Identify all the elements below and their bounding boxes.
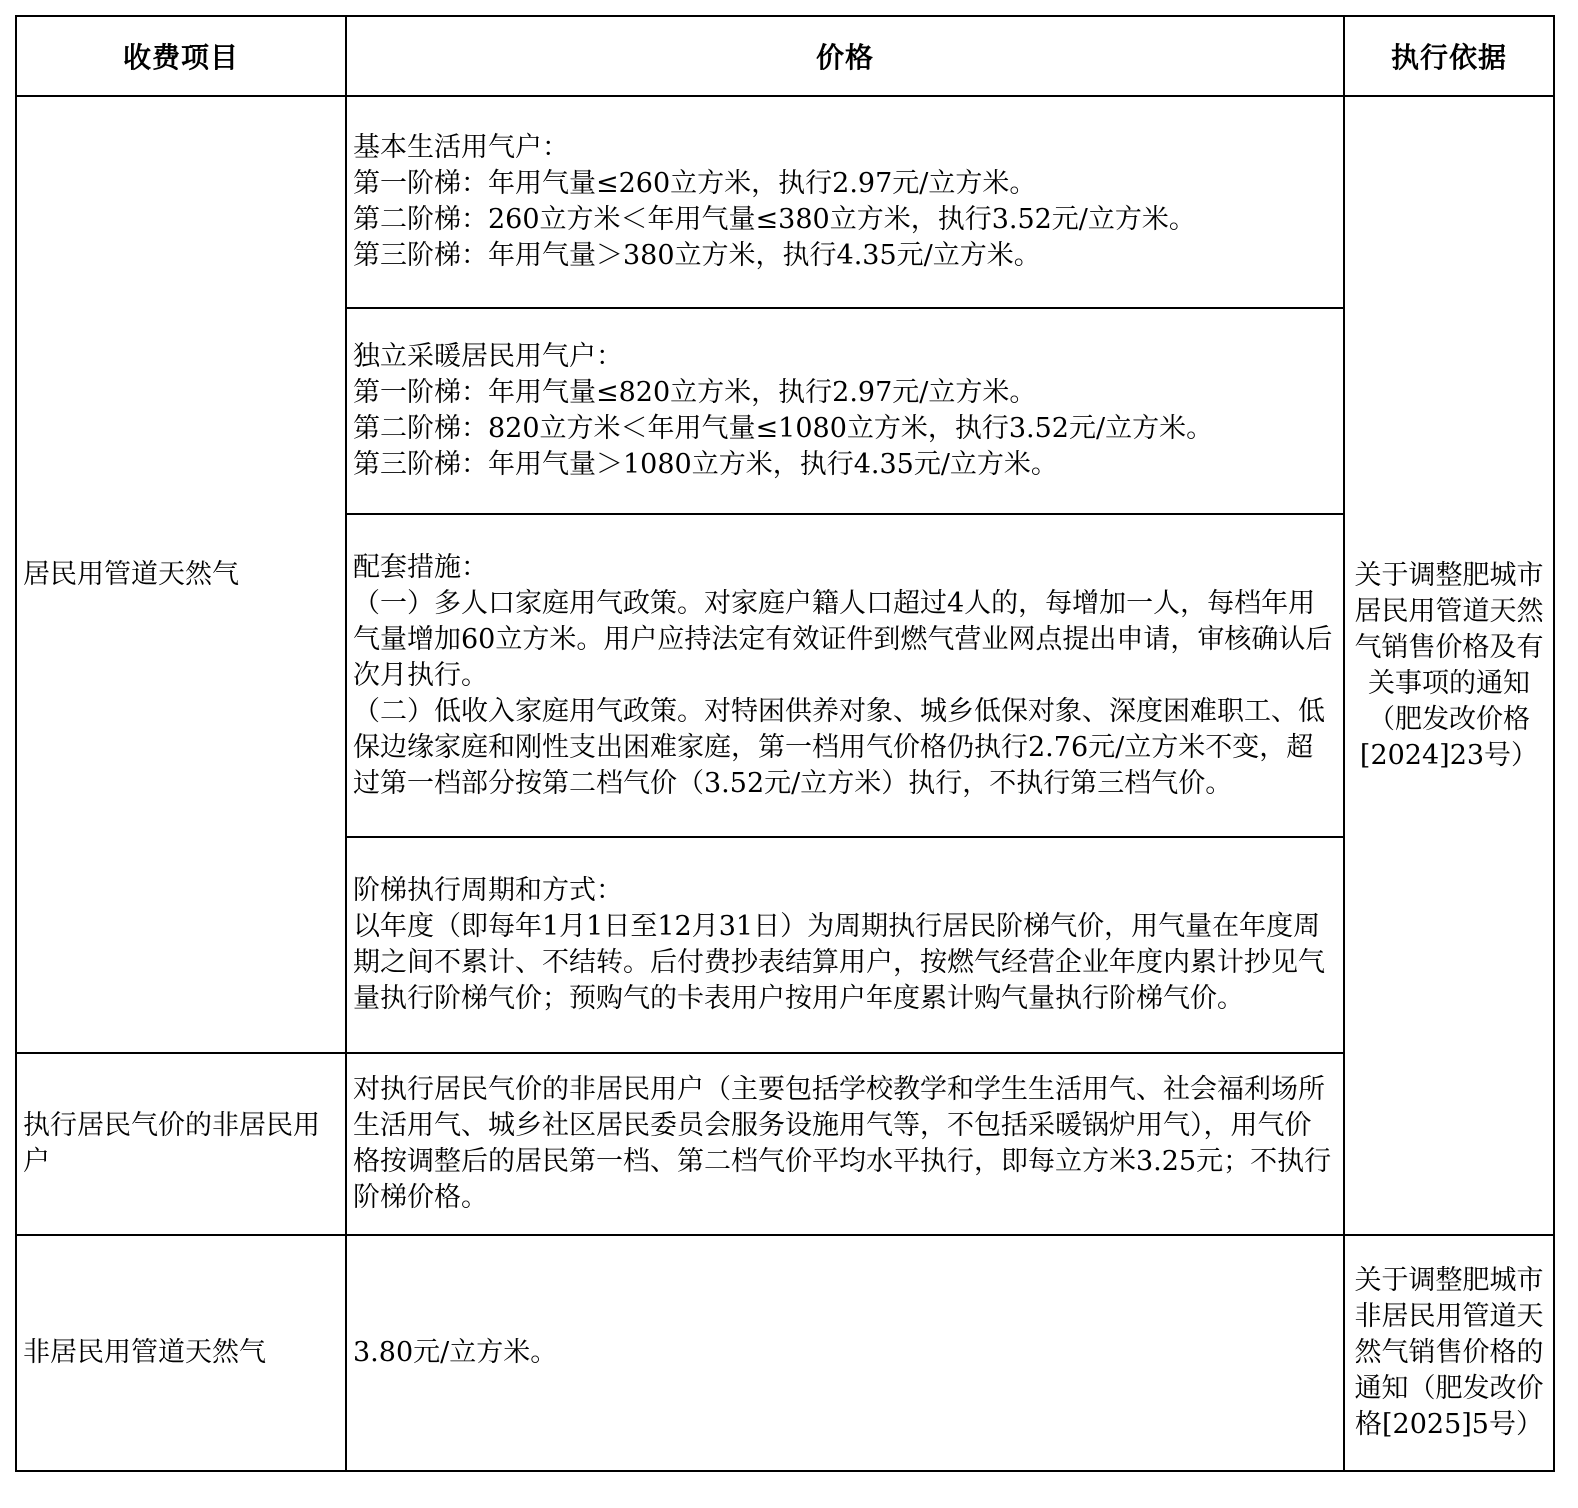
basic-tier1: 第一阶梯：年用气量≤260立方米，执行2.97元/立方米。: [353, 168, 1037, 199]
heating-title: 独立采暖居民用气户：: [353, 341, 623, 372]
price-heating-household: [346, 308, 1344, 514]
basic-title: 基本生活用气户：: [353, 132, 569, 163]
table-header-row: [16, 16, 1554, 96]
item-residential: 居民用管道天然气: [16, 96, 346, 1053]
table-row: [16, 1235, 1554, 1471]
heating-tier1: 第一阶梯：年用气量≤820立方米，执行2.97元/立方米。: [353, 377, 1037, 408]
basis-residential: 关于调整肥城市居民用管道天然气销售价格及有关事项的通知（肥发改价格[2024]23号）: [1344, 96, 1554, 1235]
price-table: [15, 15, 1555, 1472]
table-row: [16, 1053, 1554, 1235]
price-cycle: [346, 837, 1344, 1053]
header-price: 价格: [346, 16, 1344, 96]
header-item: 收费项目: [16, 16, 346, 96]
measures-title: 配套措施：: [353, 551, 488, 583]
item-non-residential: 非居民用管道天然气: [16, 1235, 346, 1471]
basic-tier2: 第二阶梯：260立方米＜年用气量≤380立方米，执行3.52元/立方米。: [353, 204, 1196, 235]
table-row: [16, 96, 1554, 308]
price-non-residential-res-price: 对执行居民气价的非居民用户（主要包括学校教学和学生生活用气、社会福利场所生活用气、城乡社区居民委员会服务设施用气等，不包括采暖锅炉用气），用气价格按调整后的居民第一档、第二档气价平均水平执行，即每立方米3.25元；不执行阶梯价格。: [346, 1053, 1344, 1235]
heating-tier3: 第三阶梯：年用气量＞1080立方米，执行4.35元/立方米。: [353, 449, 1058, 480]
measures-p2: （二）低收入家庭用气政策。对特困供养对象、城乡低保对象、深度困难职工、低保边缘家庭和刚性支出困难家庭，第一档用气价格仍执行2.76元/立方米不变，超过第一档部分按第二档气价（3.52元/立方米）执行，不执行第三档气价。: [353, 695, 1325, 799]
measures-p1: （一）多人口家庭用气政策。对家庭户籍人口超过4人的，每增加一人，每档年用气量增加60立方米。用户应持法定有效证件到燃气营业网点提出申请，审核确认后次月执行。: [353, 587, 1333, 691]
basis-non-residential: 关于调整肥城市非居民用管道天然气销售价格的通知（肥发改价格[2025]5号）: [1344, 1235, 1554, 1471]
item-non-residential-res-price: 执行居民气价的非居民用户: [16, 1053, 346, 1235]
basic-tier3: 第三阶梯：年用气量＞380立方米，执行4.35元/立方米。: [353, 240, 1041, 271]
cycle-title: 阶梯执行周期和方式：: [353, 875, 623, 906]
price-basic-household: [346, 96, 1344, 308]
header-basis: 执行依据: [1344, 16, 1554, 96]
price-measures: [346, 514, 1344, 837]
heating-tier2: 第二阶梯：820立方米＜年用气量≤1080立方米，执行3.52元/立方米。: [353, 413, 1214, 444]
cycle-p1: 以年度（即每年1月1日至12月31日）为周期执行居民阶梯气价，用气量在年度周期之间不累计、不结转。后付费抄表结算用户，按燃气经营企业年度内累计抄见气量执行阶梯气价；预购气的卡表用户按用户年度累计购气量执行阶梯气价。: [353, 911, 1325, 1014]
price-non-residential: 3.80元/立方米。: [346, 1235, 1344, 1471]
